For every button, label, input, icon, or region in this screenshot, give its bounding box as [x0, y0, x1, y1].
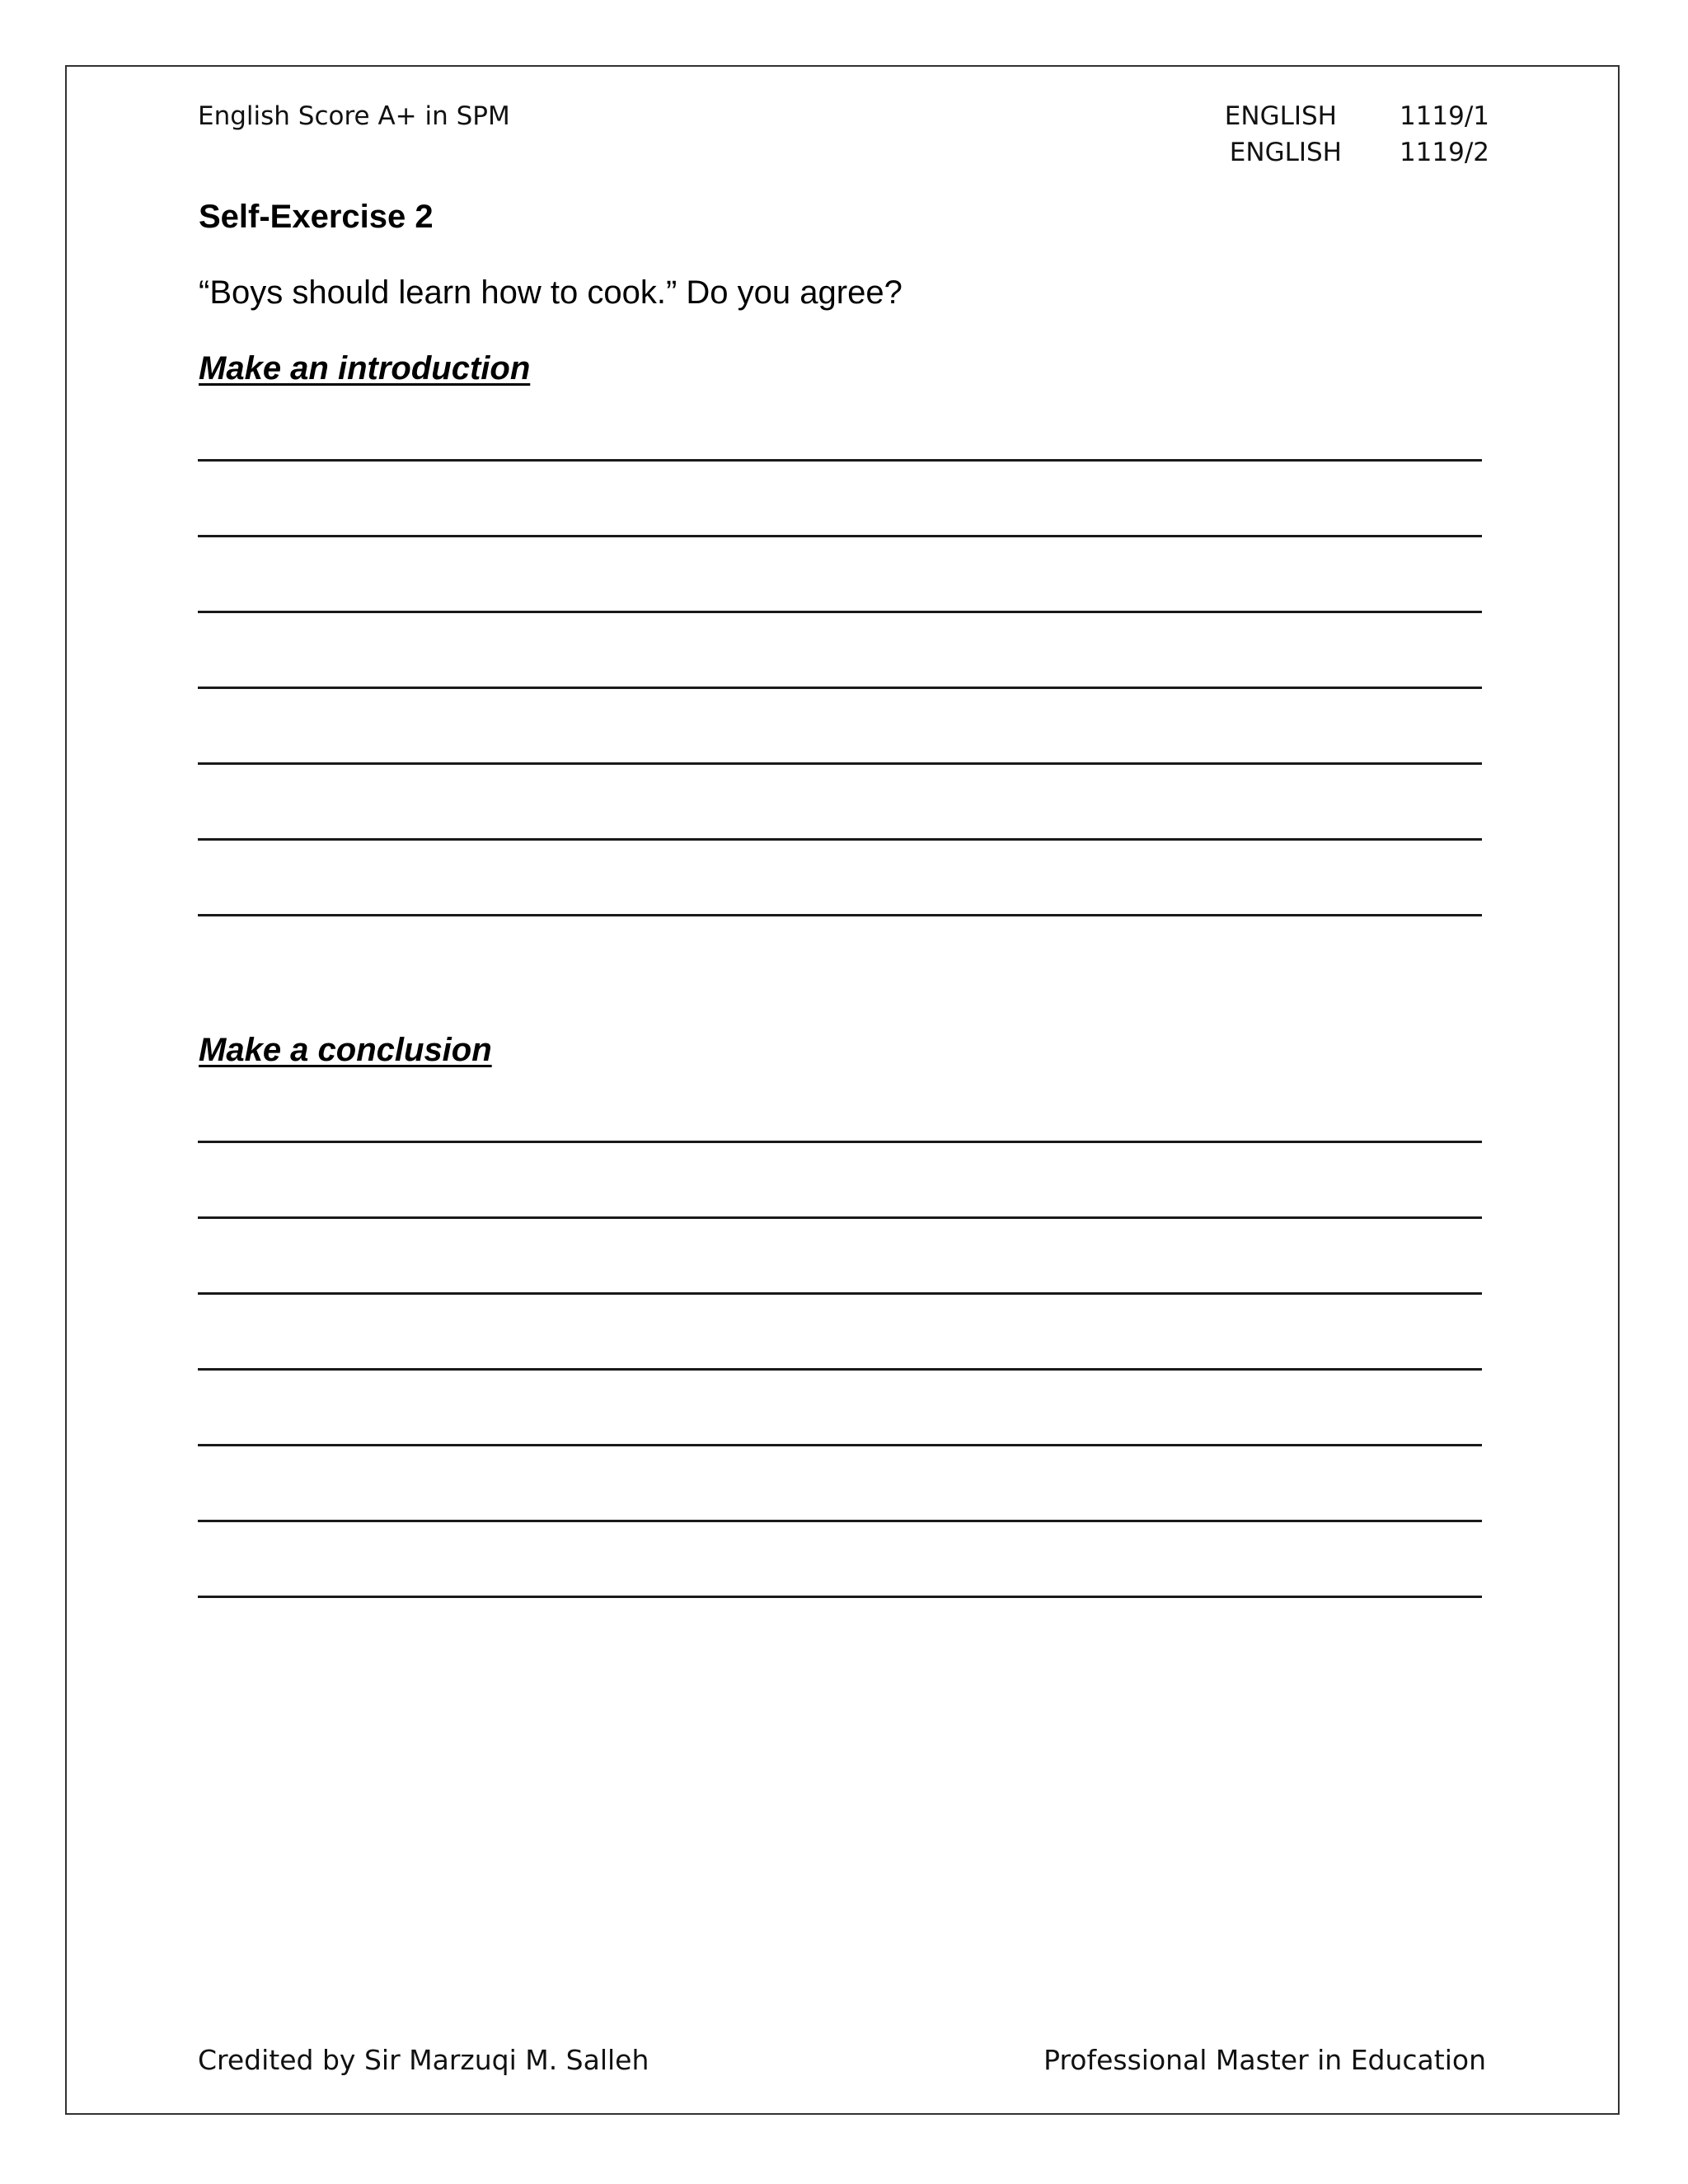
- introduction-writing-line[interactable]: [198, 914, 1482, 916]
- introduction-writing-line[interactable]: [198, 611, 1482, 613]
- header-paper-1-subject: ENGLISH: [1224, 101, 1337, 131]
- header-paper-2-subject: ENGLISH: [1229, 138, 1342, 167]
- introduction-writing-line[interactable]: [198, 838, 1482, 841]
- conclusion-writing-line[interactable]: [198, 1520, 1482, 1522]
- conclusion-writing-line[interactable]: [198, 1596, 1482, 1598]
- conclusion-writing-line[interactable]: [198, 1444, 1482, 1446]
- header-paper-2-code: 1119/2: [1399, 138, 1489, 167]
- introduction-writing-line[interactable]: [198, 687, 1482, 689]
- conclusion-writing-line[interactable]: [198, 1216, 1482, 1219]
- conclusion-writing-line[interactable]: [198, 1141, 1482, 1143]
- introduction-writing-line[interactable]: [198, 762, 1482, 765]
- introduction-writing-line[interactable]: [198, 535, 1482, 537]
- footer-credit: Credited by Sir Marzuqi M. Salleh: [198, 2044, 649, 2076]
- header-course-title: English Score A+ in SPM: [198, 101, 510, 131]
- introduction-writing-line[interactable]: [198, 459, 1482, 462]
- header-paper-1-code: 1119/1: [1399, 101, 1489, 131]
- introduction-heading: Make an introduction: [199, 350, 531, 387]
- footer-qualification: Professional Master in Education: [1043, 2044, 1486, 2076]
- essay-question: “Boys should learn how to cook.” Do you agree?: [199, 274, 903, 311]
- conclusion-writing-line[interactable]: [198, 1292, 1482, 1295]
- exercise-title: Self-Exercise 2: [199, 199, 434, 235]
- conclusion-heading: Make a conclusion: [199, 1032, 492, 1068]
- conclusion-writing-line[interactable]: [198, 1368, 1482, 1371]
